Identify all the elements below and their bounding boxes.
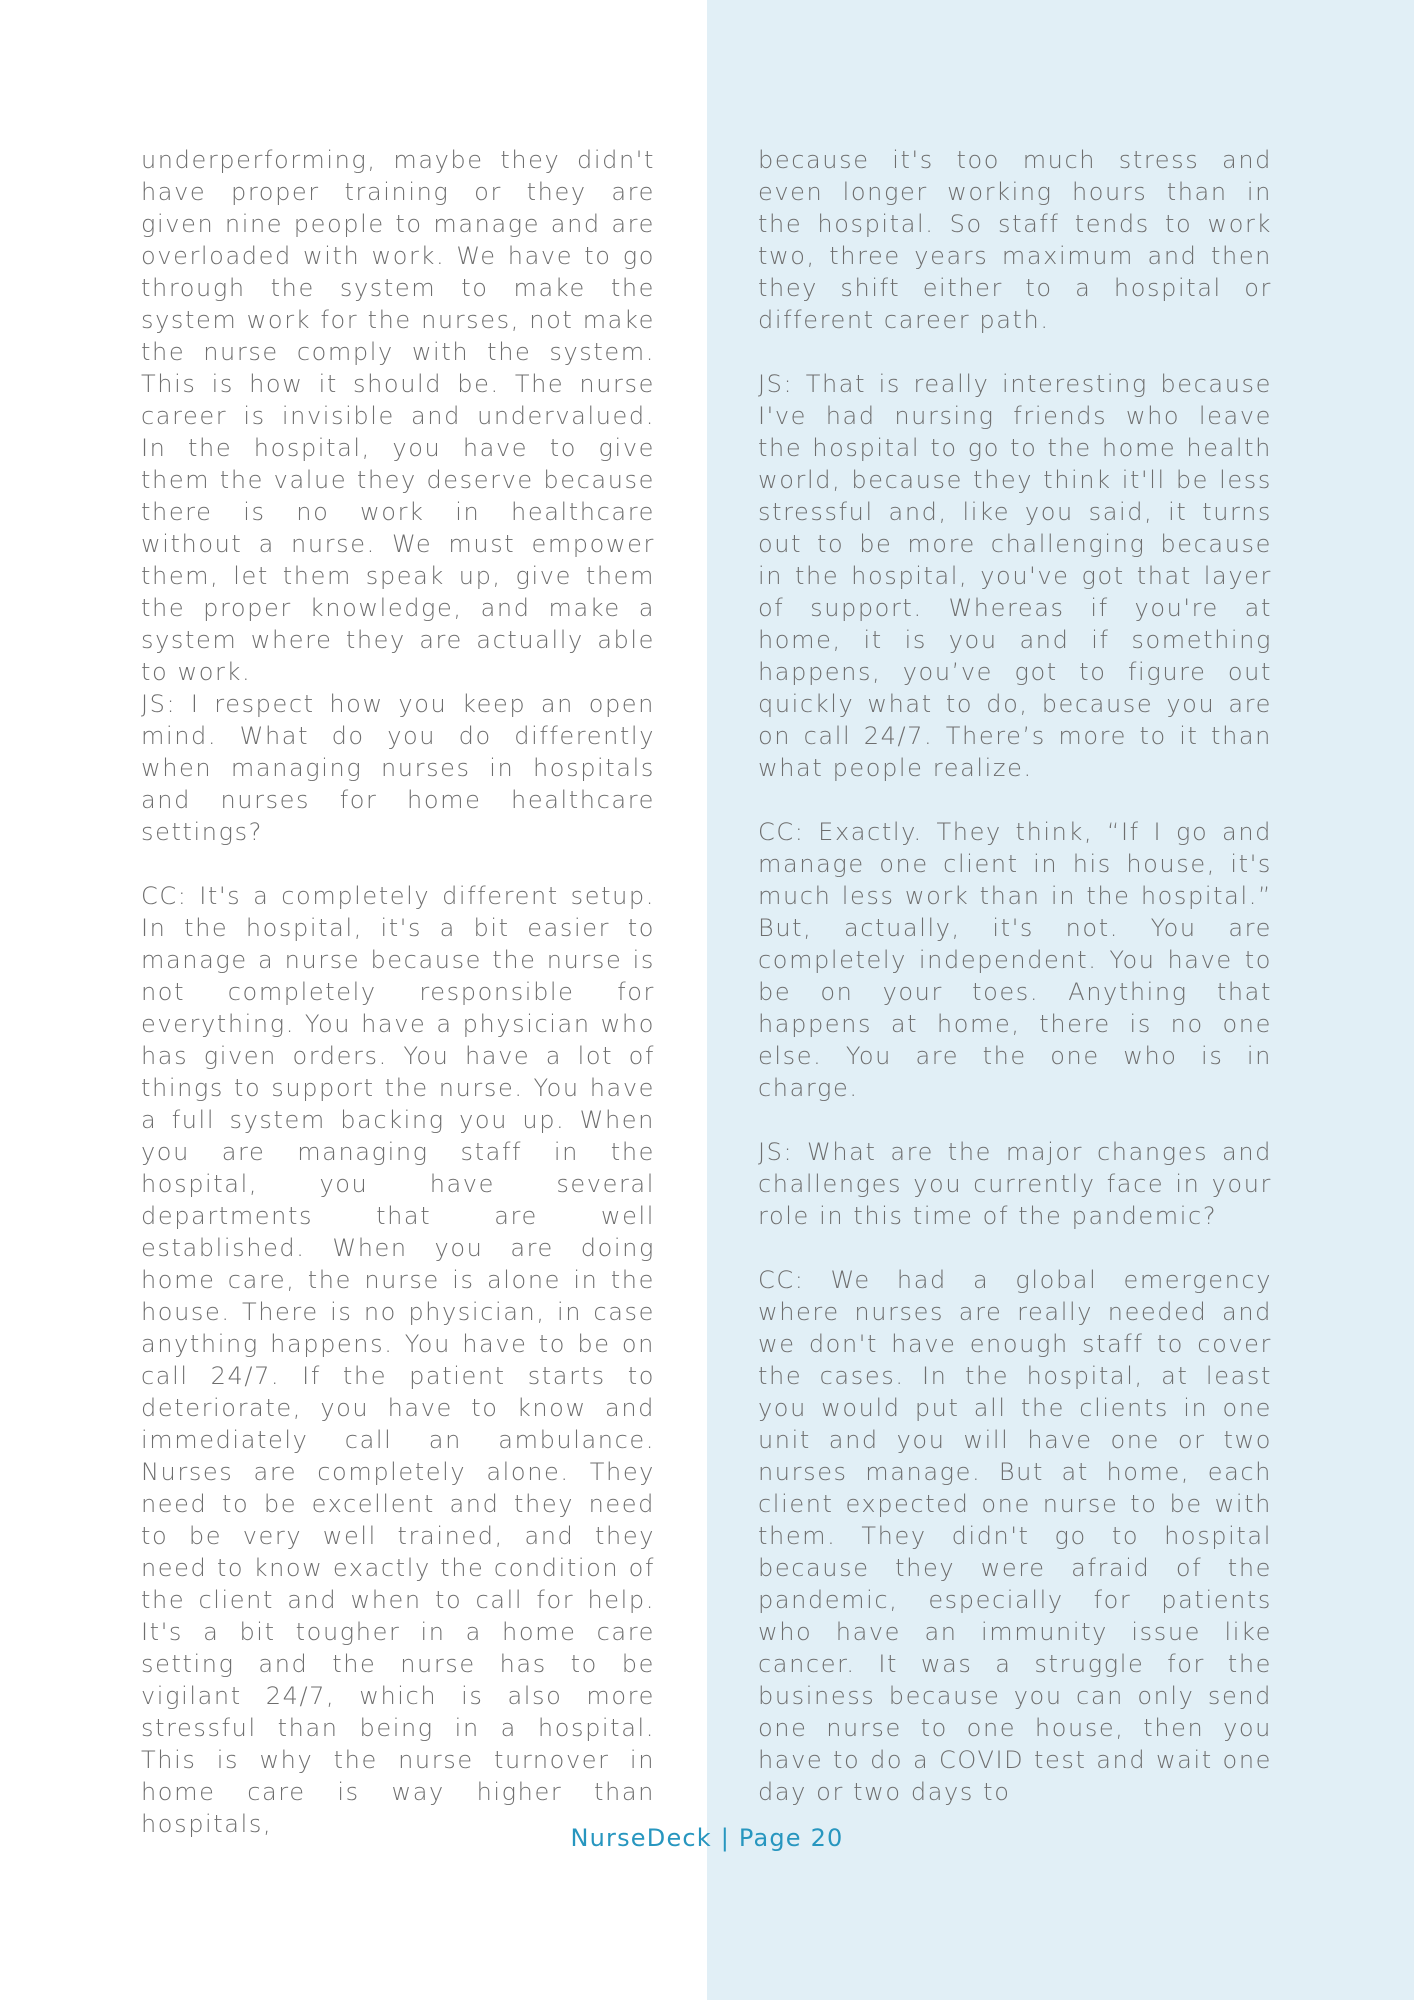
- left-paragraph-2-js-question: JS: I respect how you keep an open mind. What do you do differently when managing nurses in hospitals and nurses for home healthcare settings?: [141, 690, 655, 846]
- left-column: [141, 144, 655, 1840]
- right-paragraph-5-cc-answer: CC: We had a global emergency where nurses are really needed and we don't have enough staff to cover the cases. In the hospital, at least you would put all the clients in one unit and you will have one or two nurses manage. But at home, each client expected one nurse to be with them. They didn't go to hospital because they were afraid of the pandemic, especially for patients who have an immunity issue like cancer. It was a struggle for the business because you can only send one nurse to one house, then you have to do a COVID test and wait one day or two days to: [758, 1266, 1272, 1806]
- right-paragraph-4-js-question: JS: What are the major changes and challenges you currently face in your role in this time of the pandemic?: [758, 1138, 1272, 1230]
- right-paragraph-3-cc: CC: Exactly. They think, “If I go and manage one client in his house, it's much less work than in the hospital.” But, actually, it's not. You are completely independent. You have to be on your toes. Anything that happens at home, there is no one else. You are the one who is in charge.: [758, 818, 1272, 1102]
- left-paragraph-1: underperforming, maybe they didn't have proper training or they are given nine people to manage and are overloaded with work. We have to go through the system to make the system work for the nurses, not make the nurse comply with the system. This is how it should be. The nurse career is invisible and undervalued. In the hospital, you have to give them the value they deserve because there is no work in healthcare without a nurse. We must empower them, let them speak up, give them the proper knowledge, and make a system where they are actually able to work.: [141, 146, 655, 686]
- right-paragraph-2-js: JS: That is really interesting because I've had nursing friends who leave the hospital to go to the home health world, because they think it'll be less stressful and, like you said, it turns out to be more challenging because in the hospital, you've got that layer of support. Whereas if you're at home, it is you and if something happens, you’ve got to figure out quickly what to do, because you are on call 24/7. There’s more to it than what people realize.: [758, 370, 1272, 782]
- right-column: [758, 144, 1272, 1808]
- right-paragraph-1: because it's too much stress and even longer working hours than in the hospital. So staff tends to work two, three years maximum and then they shift either to a hospital or different career path.: [758, 146, 1272, 334]
- left-paragraph-3-cc-answer: CC: It's a completely different setup. In the hospital, it's a bit easier to manage a nurse because the nurse is not completely responsible for everything. You have a physician who has given orders. You have a lot of things to support the nurse. You have a full system backing you up. When you are managing staff in the hospital, you have several departments that are well established. When you are doing home care, the nurse is alone in the house. There is no physician, in case anything happens. You have to be on call 24/7. If the patient starts to deteriorate, you have to know and immediately call an ambulance. Nurses are completely alone. They need to be excellent and they need to be very well trained, and they need to know exactly the condition of the client and when to call for help. It's a bit tougher in a home care setting and the nurse has to be vigilant 24/7, which is also more stressful than being in a hospital. This is why the nurse turnover in home care is way higher than hospitals,: [141, 882, 655, 1838]
- page-footer: NurseDeck | Page 20: [570, 1824, 844, 1852]
